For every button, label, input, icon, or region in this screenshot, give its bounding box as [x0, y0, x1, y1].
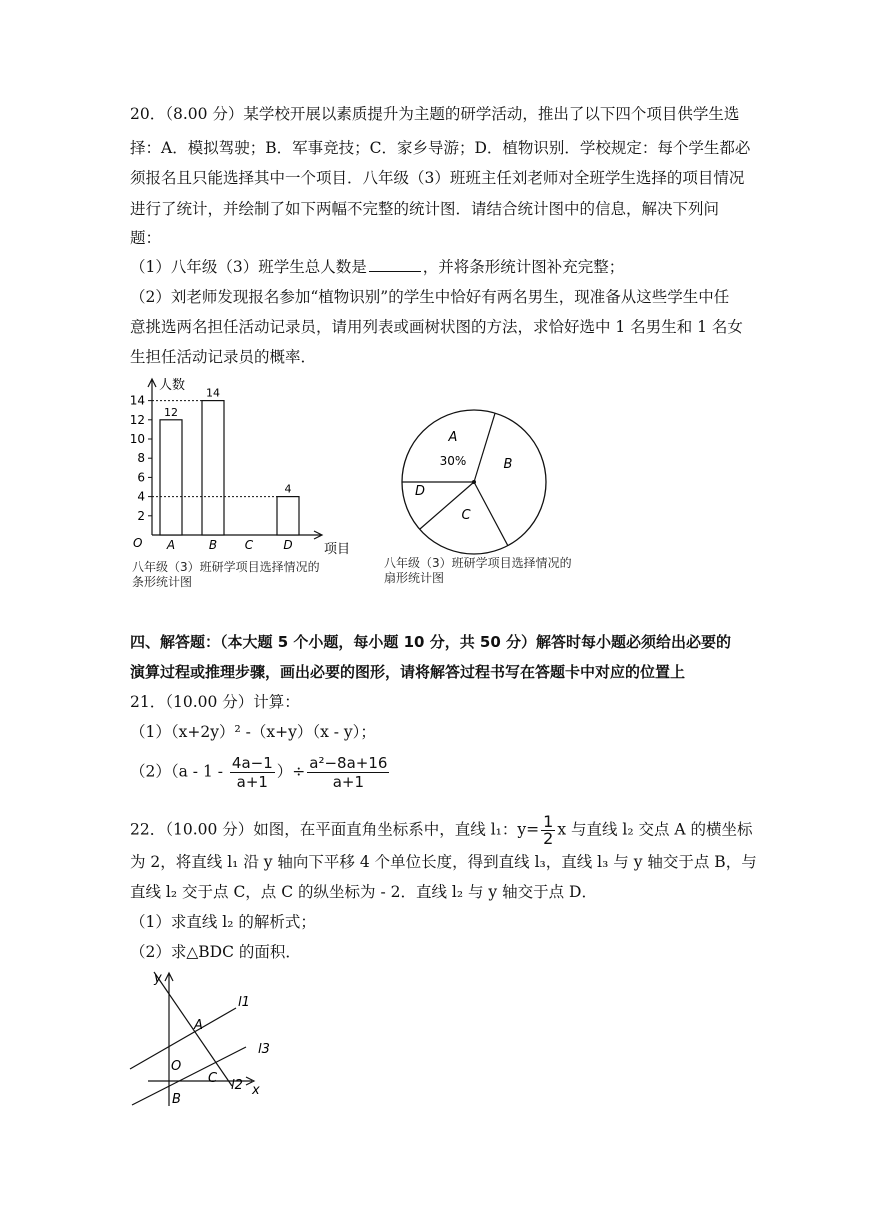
q20-part1: [130, 257, 624, 277]
pie-slice-label-B: B: [503, 457, 513, 472]
q21-part1: （1）（x+2y）² -（x+y）（x - y）；: [130, 723, 376, 741]
line-l3: [132, 1047, 246, 1105]
bar-D: [277, 497, 299, 535]
label-l3-text: l3: [258, 1042, 270, 1057]
label-c: C: [208, 1071, 218, 1086]
label-l2: [231, 1078, 243, 1093]
pie-slice-label-A: A: [448, 430, 458, 445]
bar-y-tick-label: 8: [137, 451, 145, 466]
q21-part2: [130, 754, 391, 791]
pie-slice-label-D: D: [414, 484, 426, 499]
bar-origin-label: O: [133, 536, 143, 550]
pie-chart: [390, 405, 550, 555]
label-l1-text: l1: [238, 995, 250, 1010]
q22-line-3: 直线 l₂ 交于点 C，点 C 的纵坐标为 - 2．直线 l₂ 与 y 轴交于点 D．: [130, 883, 597, 901]
bar-y-tick-label: 6: [137, 470, 145, 485]
q21-part2-prefix: （2）（a - 1 -: [130, 762, 228, 781]
q20-line-1: 20．（8.00 分）某学校开展以素质提升为主题的研学活动，推出了以下四个项目供学生选: [130, 105, 740, 123]
bar-data-label-D: 4: [284, 482, 292, 496]
label-x: x: [252, 1083, 260, 1098]
bar-chart-caption-2: 条形统计图: [132, 575, 193, 589]
q22-line-1-prefix: 22．（10.00 分）如图，在平面直角坐标系中，直线 l₁：y=: [130, 820, 540, 839]
line-l2: [154, 972, 232, 1086]
label-l2-text: l2: [231, 1078, 243, 1093]
pie-center-dot: [472, 480, 476, 484]
q20-line-5: 题：: [130, 229, 162, 247]
q21-title: 21．（10.00 分）计算：: [130, 693, 300, 711]
q22-slope-fraction: [541, 814, 555, 847]
bar-chart-caption-1: 八年级（3）班研学项目选择情况的: [132, 560, 320, 574]
q22-line-1-suffix: x 与直线 l₂ 交点 A 的横坐标: [557, 820, 753, 839]
bar-x-axis-label: 项目: [324, 542, 351, 557]
q21-fraction-1-num: 4a−1: [231, 754, 273, 772]
bar-data-label-A: 12: [164, 405, 178, 419]
q22-slope-den: 2: [543, 829, 554, 848]
q22-line-2: 为 2，将直线 l₁ 沿 y 轴向下平移 4 个单位长度，得到直线 l₃，直线 l₃ 与 y 轴交于点 B，与: [130, 853, 757, 871]
bar-category-label: D: [283, 538, 293, 552]
q20-line-3: 须报名且只能选择其中一个项目．八年级（3）班班主任刘老师对全班学生选择的项目情况: [130, 169, 745, 187]
q22-slope-num: 1: [543, 812, 554, 831]
q22-line-1: [130, 814, 753, 847]
q20-part1-after: ，并将条形统计图补充完整；: [422, 258, 625, 276]
q20-part2-line-2: 意挑选两名担任活动记录员，请用列表或画树状图的方法，求恰好选中 1 名男生和 1 名女: [130, 318, 743, 336]
bar-category-label: A: [166, 538, 176, 552]
pie-slice-percent-A: 30%: [439, 454, 467, 468]
answer-blank: [369, 257, 421, 272]
coordinate-diagram: [128, 968, 288, 1110]
bar-category-label: B: [208, 538, 218, 552]
q20-line-4: 进行了统计，并绘制了如下两幅不完整的统计图．请结合统计图中的信息，解决下列问: [130, 200, 720, 218]
bar-y-tick-label: 4: [137, 489, 145, 504]
q21-fraction-2-den: a+1: [332, 773, 364, 791]
bar-data-label-B: 14: [206, 386, 220, 400]
q22-part1: （1）求直线 l₂ 的解析式；: [130, 913, 316, 931]
bar-A: [160, 420, 182, 535]
q21-fraction-2: [307, 754, 389, 791]
q20-part1-before: （1）八年级（3）班学生总人数是: [130, 258, 367, 276]
bar-y-tick-label: 14: [129, 393, 145, 408]
bar-y-tick-label: 12: [129, 412, 145, 427]
q20-part2-line-1: （2）刘老师发现报名参加“植物识别”的学生中恰好有两名男生，现准备从这些学生中任: [130, 288, 730, 306]
pie-chart-caption-1: 八年级（3）班研学项目选择情况的: [384, 556, 572, 570]
bar-chart-marks: [130, 377, 350, 557]
q21-fraction-1-den: a+1: [236, 773, 268, 791]
bar-B: [202, 401, 224, 535]
label-y: y: [154, 971, 162, 986]
pie-chart-marks: [402, 410, 546, 554]
label-l3: [258, 1042, 270, 1057]
section4-heading-2: 演算过程或推理步骤，画出必要的图形，请将解答过程书写在答题卡中对应的位置上: [130, 663, 686, 681]
bar-chart: [125, 372, 360, 572]
bar-y-axis-label: 人数: [159, 378, 186, 393]
label-o: O: [171, 1059, 182, 1074]
label-a: A: [194, 1018, 203, 1033]
q21-part2-mid: ）÷: [276, 762, 306, 781]
q21-fraction-1: [230, 754, 275, 791]
label-b: B: [172, 1092, 181, 1107]
q21-fraction-2-num: a²−8a+16: [309, 754, 388, 772]
q20-part2-line-3: 生担任活动记录员的概率．: [130, 348, 317, 366]
label-l1: [238, 995, 250, 1010]
bar-y-tick-label: 10: [129, 432, 145, 446]
q20-line-2: 择：A．模拟驾驶；B．军事竞技；C．家乡导游；D．植物识别．学校规定：每个学生都必: [130, 139, 751, 157]
bar-y-tick-label: 2: [137, 508, 145, 523]
bar-category-label: C: [244, 538, 254, 552]
pie-slice-label-C: C: [461, 508, 471, 523]
section4-heading-1: 四、解答题：（本大题 5 个小题，每小题 10 分，共 50 分）解答时每小题必须给出必要的: [130, 633, 732, 651]
q22-part2: （2）求△BDC 的面积．: [130, 943, 301, 961]
pie-chart-caption-2: 扇形统计图: [384, 571, 445, 585]
